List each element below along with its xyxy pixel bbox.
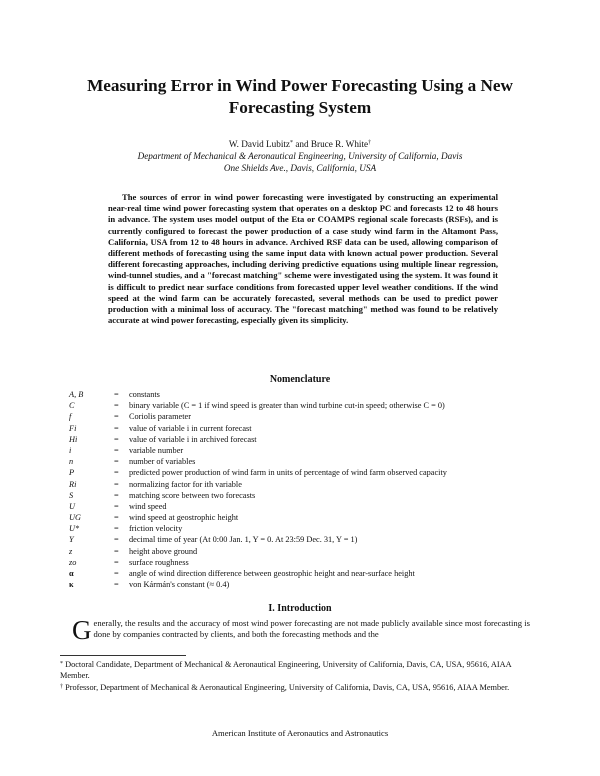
nomenclature-symbol: C — [69, 401, 75, 411]
nomenclature-symbol: A, B — [69, 390, 84, 399]
nomenclature-row — [69, 534, 539, 545]
nomenclature-row — [69, 490, 539, 501]
nomenclature-symbol: z — [69, 546, 73, 556]
author-1: W. David Lubitz — [228, 139, 291, 149]
nomenclature-equals: = — [114, 401, 119, 411]
nomenclature-description: Coriolis parameter — [129, 412, 191, 422]
paper-title — [60, 75, 540, 119]
nomenclature-description: binary variable (C = 1 if wind speed is greater than wind turbine cut-in speed; otherwise C = 0) — [129, 401, 445, 411]
nomenclature-equals: = — [114, 569, 119, 578]
nomenclature-row — [69, 523, 539, 534]
nomenclature-symbol: Y — [69, 535, 74, 545]
nomenclature-equals: = — [114, 434, 119, 444]
nomenclature-equals: = — [114, 524, 119, 534]
nomenclature-description: von Kármán's constant (≈ 0.4) — [129, 580, 230, 590]
footnote-1-mark: * — [60, 661, 63, 667]
nomenclature-equals: = — [114, 479, 119, 489]
nomenclature-equals: = — [114, 557, 119, 567]
nomenclature-description: wind speed — [129, 501, 167, 511]
nomenclature-equals: = — [114, 423, 119, 433]
author-2-mark: † — [368, 140, 372, 146]
nomenclature-description: normalizing factor for ith variable — [129, 479, 242, 489]
nomenclature-title: Nomenclature — [269, 374, 331, 385]
nomenclature-symbol: UG — [69, 513, 81, 523]
nomenclature-row — [69, 423, 539, 434]
nomenclature-row — [69, 479, 539, 490]
nomenclature-symbol: U* — [69, 524, 80, 534]
nomenclature-equals: = — [114, 412, 119, 422]
nomenclature-symbol: n — [69, 457, 74, 467]
nomenclature-row — [69, 445, 539, 456]
nomenclature-symbol: κ — [69, 580, 74, 590]
nomenclature-description: surface roughness — [129, 557, 189, 567]
nomenclature-row — [69, 467, 539, 478]
nomenclature-equals: = — [114, 390, 119, 399]
nomenclature-equals: = — [114, 535, 119, 545]
footnotes — [60, 660, 535, 694]
nomenclature-row — [69, 557, 539, 568]
author-names — [60, 138, 540, 150]
footnote-rule — [60, 655, 186, 656]
nomenclature-symbol: Hi — [69, 434, 78, 444]
nomenclature-row — [69, 411, 539, 422]
nomenclature-description: matching score between two forecasts — [129, 490, 256, 500]
nomenclature-symbol: Fi — [69, 423, 77, 433]
nomenclature-row — [69, 501, 539, 512]
nomenclature-row — [69, 434, 539, 445]
nomenclature-description: angle of wind direction difference between geostrophic height and near-surface height — [129, 569, 415, 578]
affiliation-line-1: Department of Mechanical & Aeronautical Engineering, University of California, Davis — [137, 151, 463, 161]
nomenclature-equals: = — [114, 546, 119, 556]
nomenclature-description: wind speed at geostrophic height — [129, 513, 239, 523]
nomenclature-symbol: P — [69, 468, 75, 478]
nomenclature-description: value of variable i in archived forecast — [129, 434, 257, 444]
nomenclature-symbol: S — [69, 490, 74, 500]
footnote-1-text: Doctoral Candidate, Department of Mechanical & Aeronautical Engineering, University of California, Davis, CA, USA, 95616, AIAA Member. — [60, 660, 512, 680]
nomenclature-equals: = — [114, 490, 119, 500]
title-line-2: Forecasting System — [228, 98, 372, 117]
footnote-2 — [60, 683, 535, 694]
nomenclature-equals: = — [114, 468, 119, 478]
section-title: I. Introduction — [268, 603, 332, 614]
nomenclature-row — [69, 512, 539, 523]
footnote-2-text: Professor, Department of Mechanical & Aeronautical Engineering, University of California, Davis, CA, USA, 95616, AIAA Member. — [63, 682, 510, 692]
nomenclature-equals: = — [114, 580, 119, 590]
nomenclature-description: predicted power production of wind farm in units of percentage of wind farm observed capacity — [129, 468, 447, 478]
page-footer: American Institute of Aeronautics and Astronautics — [211, 728, 389, 738]
nomenclature-row — [69, 579, 539, 590]
title-line-1: Measuring Error in Wind Power Forecasting Using a New — [87, 76, 513, 95]
nomenclature-description: height above ground — [129, 546, 198, 556]
nomenclature-description: variable number — [129, 445, 184, 455]
nomenclature-row — [69, 389, 539, 400]
author-and: and — [295, 139, 309, 149]
nomenclature-equals: = — [114, 457, 119, 467]
nomenclature-symbol: Ri — [69, 479, 77, 489]
intro-text: enerally, the results and the accuracy of most wind power forecasting are not made publicly available since most forecasting is done by companies contracted by clients, and both the forecasting methods and the — [93, 618, 530, 639]
author-2: Bruce R. White — [310, 139, 369, 149]
abstract: The sources of error in wind power forecasting were investigated by constructing an experimental near-real time wind power forecasting system that operates on a desktop PC and forecasts 12 to 48 hours in advance. The system uses model output of the Eta or COAMPS regional scale forecasts (RSFs), and is currently configured to forecast the power production of a case study wind farm in the Altamont Pass, California, USA from 12 to 48 hours in advance. Archived RSF data can be used, allowing comparison of different methods of forecasting using the same input data with known actual power production. Several different forecasting approaches, including deriving predictive equations using multiple linear regression, wind-tunnel studies, and a "forecast matching" scheme were investigated using the system. It was found it is difficult to predict near surface conditions from forecasted upper level weather conditions. If the wind speed at the wind farm can be accurately forecasted, several methods can be used to predict power production with a minimal loss of accuracy. The "forecast matching" method was found to be relatively accurate at wind power forecasting, especially given its simplicity. — [108, 192, 498, 326]
nomenclature-row — [69, 546, 539, 557]
nomenclature-row — [69, 400, 539, 411]
drop-cap: G — [72, 615, 92, 645]
nomenclature-description: friction velocity — [129, 524, 183, 534]
author-1-mark: * — [290, 140, 294, 146]
nomenclature-list — [69, 389, 539, 590]
author-block — [60, 138, 540, 174]
nomenclature-symbol: i — [69, 445, 72, 455]
affiliation-line-2: One Shields Ave., Davis, California, USA — [223, 163, 377, 173]
nomenclature-symbol: U — [69, 501, 75, 511]
nomenclature-equals: = — [114, 445, 119, 455]
nomenclature-symbol: zo — [69, 557, 77, 567]
nomenclature-description: constants — [129, 390, 160, 399]
nomenclature-description: value of variable i in current forecast — [129, 423, 252, 433]
intro-paragraph — [72, 615, 530, 645]
nomenclature-description: decimal time of year (At 0:00 Jan. 1, Y = 0. At 23:59 Dec. 31, Y = 1) — [129, 535, 358, 545]
nomenclature-row — [69, 568, 539, 579]
nomenclature-equals: = — [114, 501, 119, 511]
nomenclature-row — [69, 456, 539, 467]
nomenclature-symbol: f — [69, 412, 72, 422]
nomenclature-symbol: α — [69, 569, 74, 578]
nomenclature-description: number of variables — [129, 457, 196, 467]
nomenclature-equals: = — [114, 513, 119, 523]
footnote-2-mark: † — [60, 683, 63, 690]
footnote-1 — [60, 660, 535, 682]
